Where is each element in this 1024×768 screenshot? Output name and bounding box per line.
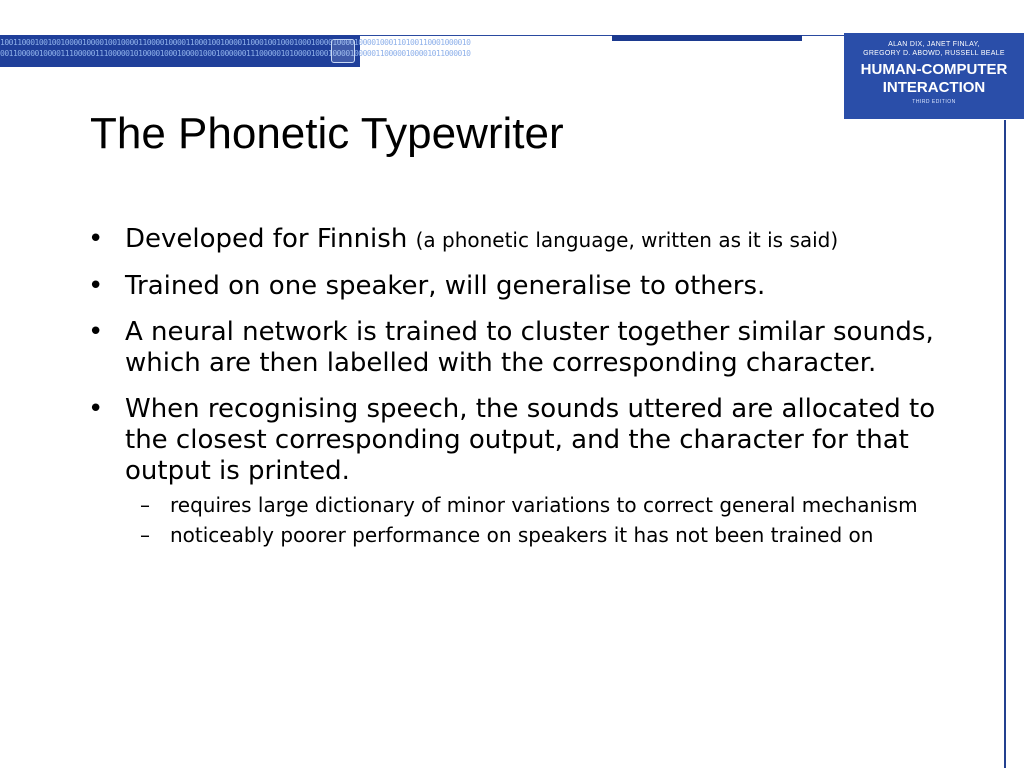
logo-mark-icon [331, 39, 355, 63]
book-title [844, 61, 1024, 97]
bullet-item [88, 224, 948, 256]
bullet-marker: • [88, 271, 104, 301]
bullet-aside: (a phonetic language, written as it is said) [415, 228, 839, 252]
bullet-text: Trained on one speaker, will generalise to others. [125, 271, 766, 301]
sub-bullet-list [125, 493, 948, 547]
book-authors [844, 40, 1024, 58]
dash-marker: – [140, 493, 150, 517]
binary-header-strip [0, 35, 471, 67]
bullet-text: A neural network is trained to cluster together similar sounds, which are then labelled with the corresponding character. [125, 317, 934, 378]
bullet-item [88, 394, 948, 547]
sub-bullet-item [125, 523, 948, 547]
bullet-item [88, 271, 948, 302]
book-cover [844, 33, 1024, 119]
bullet-text: When recognising speech, the sounds uttered are allocated to the closest corresponding output, and the character for that output is printed. [125, 394, 936, 486]
sub-bullet-text: requires large dictionary of minor variations to correct general mechanism [170, 493, 918, 517]
slide-title: The Phonetic Typewriter [90, 109, 564, 158]
bullet-list [88, 224, 948, 562]
book-authors-line: ALAN DIX, JANET FINLAY, [888, 41, 980, 48]
dash-marker: – [140, 523, 150, 547]
right-edge-rule [1004, 120, 1006, 768]
binary-row: 0011000001000011100000111000001010000100010000100010000001110000010100001000100001000001100000100001011000010 [0, 49, 471, 58]
book-edition: THIRD EDITION [912, 99, 956, 105]
bullet-item [88, 317, 948, 379]
book-authors-line: GREGORY D. ABOWD, RUSSELL BEALE [863, 50, 1005, 57]
book-title-line: HUMAN-COMPUTER [860, 61, 1008, 78]
book-title-line: INTERACTION [882, 79, 986, 96]
bullet-marker: • [88, 224, 104, 254]
sub-bullet-item [125, 493, 948, 517]
bullet-text: Developed for Finnish [125, 224, 416, 254]
header-accent-bar [612, 35, 802, 41]
bullet-marker: • [88, 394, 104, 424]
bullet-marker: • [88, 317, 104, 347]
sub-bullet-text: noticeably poorer performance on speakers it has not been trained on [170, 523, 874, 547]
binary-row: 1001100010010010000100001001000011000010000110001001000011000100100010001000010000100001000110100110001000010 [0, 38, 471, 47]
